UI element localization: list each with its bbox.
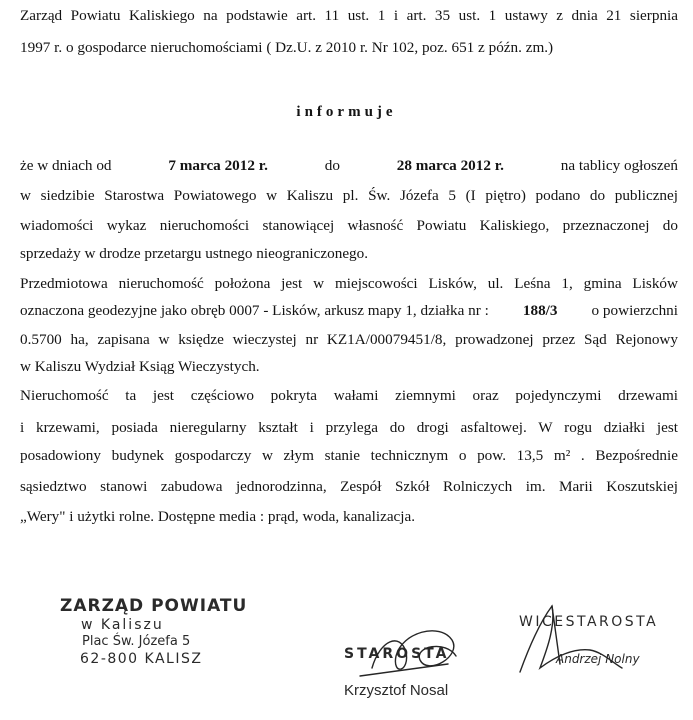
- wicestarosta-signature: [520, 606, 622, 672]
- wicestarosta-signature-line: [552, 606, 560, 664]
- office-stamp-name: ZARZĄD POWIATU: [60, 596, 248, 616]
- date-start: 7 marca 2012 r.: [168, 157, 268, 174]
- wicestarosta-stamp-title: WICESTAROSTA: [519, 614, 659, 630]
- office-stamp-postal: 62-800 KALISZ: [80, 651, 203, 667]
- wicestarosta-stamp-name: Andrzej Nolny: [556, 652, 640, 666]
- starosta-stamp-title: STAROSTA: [344, 646, 450, 662]
- para1-prefix: że w dniach od: [20, 157, 112, 174]
- para1-line-4: sprzedaży w drodze przetargu ustnego nieograniczonego.: [20, 245, 369, 262]
- para1-suffix: na tablicy ogłoszeń: [560, 157, 678, 174]
- intro-line-2: 1997 r. o gospodarce nieruchomościami ( Dz.U. z 2010 r. Nr 102, poz. 651 z późn. zm.): [20, 39, 554, 56]
- para3-line-3: posadowiony budynek gospodarczy w złym stanie technicznym o pow. 13,5 m² . Bezpośrednie: [20, 447, 678, 464]
- starosta-stamp-name: Krzysztof Nosal: [344, 682, 449, 699]
- office-stamp-city: w Kaliszu: [81, 617, 164, 633]
- intro-line-1: Zarząd Powiatu Kaliskiego na podstawie art. 11 ust. 1 i art. 35 ust. 1 ustawy z dnia 21 sierpnia: [20, 7, 678, 24]
- para3-line-4: sąsiedztwo stanowi zabudowa jednorodzinna, Zespół Szkół Rolniczych im. Marii Koszutskiej: [20, 478, 678, 495]
- heading-informuje: informuje: [296, 104, 397, 120]
- para3-line-1: Nieruchomość ta jest częściowo pokryta wałami ziemnymi oraz pojedynczymi drzewami: [20, 387, 678, 404]
- para3-line-2: i krzewami, posiada nieregularny kształt i przylega do drogi asfaltowej. W rogu działki jest: [20, 419, 678, 436]
- starosta-signature: [372, 631, 456, 669]
- plot-number: 188/3: [522, 302, 558, 319]
- para2-l2-text: oznaczona geodezyjne jako obręb 0007 - Lisków, arkusz mapy 1, działka nr :: [20, 302, 489, 319]
- para1-mid: do: [324, 157, 340, 174]
- para2-l2-end: o powierzchni: [591, 302, 678, 319]
- para1-line-3: wiadomości wykaz nieruchomości stanowiącej własność Powiatu Kaliskiego, przeznaczonej do: [20, 217, 678, 234]
- date-end: 28 marca 2012 r.: [396, 157, 504, 174]
- office-stamp-address: Plac Św. Józefa 5: [82, 634, 191, 649]
- para2-line-4: w Kaliszu Wydział Ksiąg Wieczystych.: [20, 358, 260, 375]
- para1-line-2: w siedzibie Starostwa Powiatowego w Kaliszu pl. Św. Józefa 5 (I piętro) podano do publicznej: [20, 187, 678, 204]
- para3-line-5: „Wery" i użytki rolne. Dostępne media : prąd, woda, kanalizacja.: [20, 508, 416, 525]
- para2-line-3: 0.5700 ha, zapisana w księdze wieczystej nr KZ1A/00079451/8, prowadzonej przez Sąd Rejonowy: [20, 331, 678, 348]
- para2-line-1: Przedmiotowa nieruchomość położona jest w miejscowości Lisków, ul. Leśna 1, gmina Lisków: [20, 275, 678, 292]
